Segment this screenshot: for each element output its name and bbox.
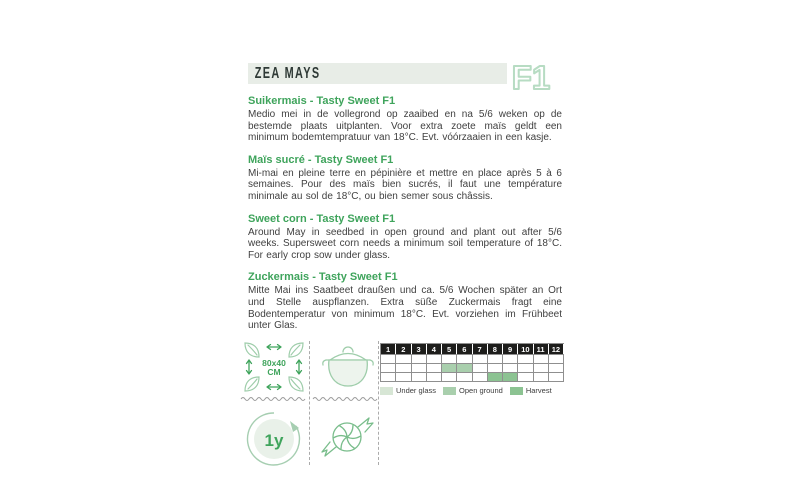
legend-label: Open ground [459,386,503,395]
calendar-cell [473,372,488,381]
section-heading-french: Maïs sucré - Tasty Sweet F1 [248,153,394,166]
calendar-cell [442,354,457,363]
calendar-cell [473,363,488,372]
calendar-grid [380,343,564,382]
plant-spacing-icon [242,341,306,393]
calendar-cell [396,372,411,381]
dashed-divider [309,341,310,465]
title-bar [248,63,507,84]
legend-label: Harvest [525,386,552,395]
calendar-month-header: 3 [412,344,427,354]
bottom-info-area [240,340,570,480]
calendar-month-header: 9 [503,344,518,354]
section-french [248,154,562,203]
calendar-cell [534,363,549,372]
calendar-cell [412,354,427,363]
calendar-month-header: 4 [427,344,442,354]
language-sections [248,95,562,342]
calendar-cell [412,363,427,372]
calendar-month-header: 7 [473,344,488,354]
calendar-month-header: 10 [518,344,533,354]
section-body-german: Mitte Mai ins Saatbeet draußen und ca. 5/6 Wochen später an Ort und Stelle auspflanzen. Extra süße Zuckermais fragt eine Bodentemperatur von minimum 18°C. Evt. vorziehen im Frühbeet unter Glas. [248,285,562,332]
calendar-cell [396,363,411,372]
calendar-cell [503,354,518,363]
legend-swatch [510,387,523,395]
calendar-cell [518,372,533,381]
section-english [248,213,562,262]
section-body-french: Mi-mai en pleine terre en pépinière et mettre en place après 5 à 6 semaines. Pour des maïs bien sucrés, il faut une température minimale au sol de 18°C, ou bien semer sous châssis. [248,167,562,202]
f1-badge-text: F1 [511,59,551,96]
legend-item [510,386,552,395]
calendar-cell [427,372,442,381]
calendar-cell [503,363,518,372]
spacing-value: 80x40 [262,358,286,368]
calendar-month-header: 11 [534,344,549,354]
calendar-month-header: 2 [396,344,411,354]
wavy-divider [312,395,378,403]
calendar-cell [427,354,442,363]
section-body-dutch: Medio mei in de vollegrond op zaaibed en na 5/6 weken op de bestemde plaats uitplanten. Voor extra zoete maïs geldt een minimum bodemtempratuur van 18°C. Evt. vóórzaaien in een kasje. [248,109,562,144]
calendar-cell [427,363,442,372]
seed-viability-1-year-icon [244,407,304,467]
page-title: ZEA MAYS [254,64,321,82]
calendar-cell [518,363,533,372]
calendar-cell [381,354,396,363]
section-heading-german: Zuckermais - Tasty Sweet F1 [248,271,398,284]
calendar-cell [518,354,533,363]
dashed-divider [378,341,379,465]
calendar-cell [412,372,427,381]
cooking-pot-icon [320,344,376,392]
wavy-divider [240,395,306,403]
calendar-month-header: 5 [442,344,457,354]
sowing-calendar [380,343,564,395]
viability-value: 1y [264,431,284,450]
calendar-legend [380,386,564,395]
section-heading-dutch: Suikermais - Tasty Sweet F1 [248,95,396,107]
calendar-cell [488,372,503,381]
calendar-cell [381,363,396,372]
section-body-english: Around May in seedbed in open ground and plant out after 5/6 weeks. Supersweet corn needs a minimum soil temperature of 18°C. For early crop sow under glass. [248,226,562,261]
legend-swatch [380,387,393,395]
leaf-icon [245,377,259,391]
leaf-icon [289,343,303,357]
calendar-cell [442,372,457,381]
section-dutch [248,95,562,144]
calendar-cell [473,354,488,363]
leaf-icon [289,377,303,391]
calendar-cell [549,354,564,363]
calendar-cell [457,363,472,372]
section-heading-english: Sweet corn - Tasty Sweet F1 [248,212,396,225]
calendar-cell [381,372,396,381]
calendar-cell [457,354,472,363]
calendar-cell [488,354,503,363]
section-german [248,271,562,331]
calendar-cell [488,363,503,372]
calendar-cell [442,363,457,372]
leaf-icon [245,343,259,357]
legend-label: Under glass [396,386,437,395]
calendar-month-header: 8 [488,344,503,354]
calendar-cell [503,372,518,381]
calendar-month-header: 6 [457,344,472,354]
sweet-candy-icon [320,410,376,462]
f1-hybrid-badge [511,55,551,99]
spacing-unit: CM [267,367,281,377]
calendar-cell [549,372,564,381]
legend-item [443,386,503,395]
calendar-cell [549,363,564,372]
calendar-cell [534,372,549,381]
calendar-month-header: 12 [549,344,564,354]
calendar-cell [534,354,549,363]
calendar-cell [396,354,411,363]
legend-swatch [443,387,456,395]
legend-item [380,386,436,395]
calendar-cell [457,372,472,381]
calendar-month-header: 1 [381,344,396,354]
